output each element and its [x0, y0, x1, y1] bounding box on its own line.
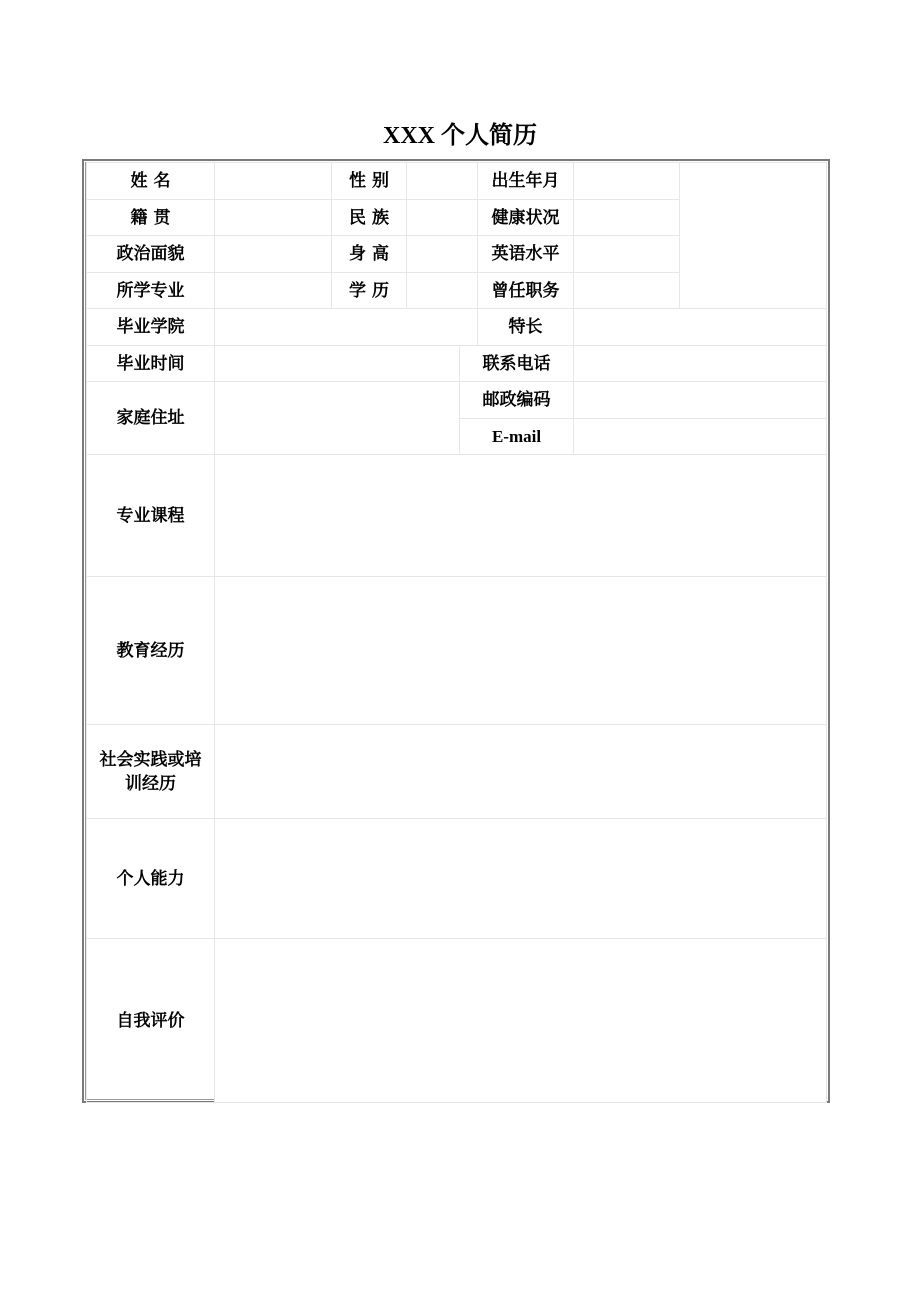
- label-phone: 联系电话: [460, 346, 574, 382]
- label-english-level: 英语水平: [478, 236, 574, 273]
- phone-field[interactable]: [574, 346, 827, 382]
- label-native-place: 籍 贯: [87, 200, 215, 236]
- photo-area[interactable]: [680, 163, 827, 309]
- label-specialty: 特长: [478, 309, 574, 346]
- education-field[interactable]: [407, 273, 478, 309]
- abilities-field[interactable]: [215, 819, 827, 939]
- email-field[interactable]: [574, 419, 827, 455]
- label-education-history: 教育经历: [87, 577, 215, 725]
- label-graduation-time: 毕业时间: [87, 346, 215, 382]
- courses-field[interactable]: [215, 455, 827, 577]
- label-education: 学 历: [332, 273, 407, 309]
- label-email: E-mail: [460, 419, 574, 455]
- label-ethnicity: 民 族: [332, 200, 407, 236]
- height-field[interactable]: [407, 236, 478, 273]
- birth-field[interactable]: [574, 163, 680, 200]
- label-practice-line1: 社会实践或培: [99, 749, 202, 770]
- label-political-status: 政治面貌: [87, 236, 215, 273]
- postal-code-field[interactable]: [574, 382, 827, 419]
- self-evaluation-field[interactable]: [215, 939, 827, 1103]
- former-position-field[interactable]: [574, 273, 680, 309]
- graduation-time-field[interactable]: [215, 346, 460, 382]
- label-postal-code: 邮政编码: [460, 382, 574, 419]
- english-level-field[interactable]: [574, 236, 680, 273]
- label-practice-line2: 训经历: [125, 773, 176, 794]
- ethnicity-field[interactable]: [407, 200, 478, 236]
- practice-field[interactable]: [215, 725, 827, 819]
- label-height: 身 高: [332, 236, 407, 273]
- native-place-field[interactable]: [215, 200, 332, 236]
- resume-table: [86, 162, 827, 1103]
- label-home-address: 家庭住址: [87, 382, 215, 455]
- page-title: XXX 个人简历: [383, 123, 537, 149]
- label-self-evaluation: 自我评价: [87, 939, 215, 1103]
- name-field[interactable]: [215, 163, 332, 200]
- label-abilities: 个人能力: [87, 819, 215, 939]
- label-health: 健康状况: [478, 200, 574, 236]
- major-field[interactable]: [215, 273, 332, 309]
- education-history-field[interactable]: [215, 577, 827, 725]
- political-status-field[interactable]: [215, 236, 332, 273]
- label-practice: [87, 725, 215, 819]
- health-field[interactable]: [574, 200, 680, 236]
- specialty-field[interactable]: [574, 309, 827, 346]
- label-birth: 出生年月: [478, 163, 574, 200]
- gender-field[interactable]: [407, 163, 478, 200]
- label-name: 姓 名: [87, 163, 215, 200]
- home-address-field[interactable]: [215, 382, 460, 455]
- label-major: 所学专业: [87, 273, 215, 309]
- school-field[interactable]: [215, 309, 478, 346]
- label-courses: 专业课程: [87, 455, 215, 577]
- label-former-position: 曾任职务: [478, 273, 574, 309]
- label-school: 毕业学院: [87, 309, 215, 346]
- label-gender: 性 别: [332, 163, 407, 200]
